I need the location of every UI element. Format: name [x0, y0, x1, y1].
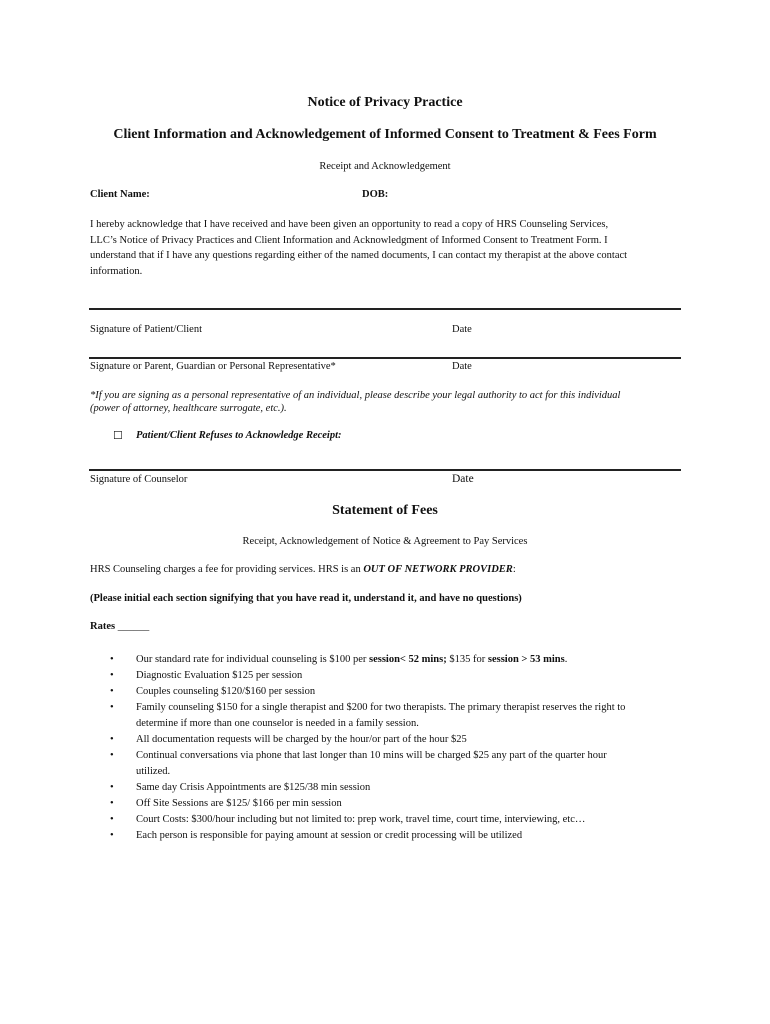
list-item [110, 684, 680, 700]
fee-text-bold: session< 52 mins; [368, 654, 447, 665]
fee-list [110, 652, 680, 844]
bullet-icon: • [110, 750, 114, 761]
list-item [110, 732, 680, 748]
list-item [110, 780, 680, 796]
fee-text: Off Site Sessions are $125/ $166 per min session [136, 798, 342, 809]
fee-text: Diagnostic Evaluation $125 per session [136, 670, 303, 681]
refuses-label: Patient/Client Refuses to Acknowledge Receipt: [136, 430, 342, 441]
dob-label: DOB: [362, 189, 389, 200]
receipt-heading: Receipt and Acknowledgement [319, 161, 451, 172]
fee-text: $135 for [446, 654, 488, 665]
bullet-icon: • [110, 814, 114, 825]
bullet-icon: • [110, 702, 114, 713]
fee-text-bold: session > 53 mins [487, 654, 565, 665]
representative-note [90, 389, 680, 415]
fee-text: . [564, 654, 568, 665]
list-item [110, 812, 680, 828]
fee-text: Court Costs: $300/hour including but not limited to: prep work, travel time, court time, interviewing, etc… [136, 814, 586, 825]
ack-line: LLC’s Notice of Privacy Practices and Client Information and Acknowledgment of Informed Consent to Treatment Form. I [90, 234, 608, 246]
bullet-icon: • [110, 734, 114, 745]
patient-signature-label: Signature of Patient/Client [90, 324, 202, 335]
list-item [110, 828, 680, 844]
counselor-date-label: Date [452, 473, 474, 485]
fees-intro [90, 564, 516, 575]
ack-line: information. [90, 265, 143, 277]
bullet-icon: • [110, 782, 114, 793]
bullet-icon: • [110, 654, 114, 665]
patient-signature-line[interactable] [89, 308, 681, 310]
fee-text: Same day Crisis Appointments are $125/38 min session [136, 782, 371, 793]
list-item [110, 796, 680, 812]
out-of-network-text: OUT OF NETWORK PROVIDER [363, 564, 513, 575]
list-item [110, 700, 680, 732]
rates-initial-blank[interactable]: ______ [117, 621, 150, 632]
fee-text: utilized. [136, 766, 171, 777]
fees-receipt-heading: Receipt, Acknowledgement of Notice & Agreement to Pay Services [242, 536, 528, 547]
form-subtitle: Client Information and Acknowledgement of Informed Consent to Treatment & Fees Form [113, 127, 657, 142]
bullet-icon: • [110, 830, 114, 841]
note-line: (power of attorney, healthcare surrogate, etc.). [90, 403, 287, 414]
fees-intro-text: HRS Counseling charges a fee for providing services. HRS is an [90, 564, 364, 575]
fee-text: Couples counseling $120/$160 per session [136, 686, 316, 697]
fee-text: All documentation requests will be charged by the hour/or part of the hour $25 [136, 734, 467, 745]
note-line: *If you are signing as a personal representative of an individual, please describe your legal authority to act for this individual [90, 390, 621, 401]
fee-text: Our standard rate for individual counseling is $100 per [136, 654, 369, 665]
fee-text: Continual conversations via phone that last longer than 10 mins will be charged $25 any part of the quarter hour [136, 750, 607, 761]
client-name-label: Client Name: [90, 189, 150, 200]
rates-label: Rates [90, 621, 116, 632]
guardian-signature-label: Signature or Parent, Guardian or Personal Representative* [90, 361, 336, 372]
ack-line: I hereby acknowledge that I have received and have been given an opportunity to read a copy of HRS Counseling Services, [90, 219, 609, 230]
list-item [110, 748, 680, 780]
fee-text: determine if more than one counselor is needed in a family session. [136, 718, 419, 729]
fees-title: Statement of Fees [332, 503, 438, 518]
acknowledgement-paragraph [90, 217, 680, 279]
bullet-icon: • [110, 798, 114, 809]
fees-intro-colon: : [512, 564, 516, 575]
fee-text: Family counseling $150 for a single therapist and $200 for two therapists. The primary therapist reserves the right to [136, 702, 626, 713]
page-title: Notice of Privacy Practice [307, 95, 463, 110]
patient-date-label: Date [452, 324, 472, 335]
rates-row [90, 621, 149, 632]
guardian-date-label: Date [452, 361, 472, 372]
bullet-icon: • [110, 670, 114, 681]
ack-line: understand that if I have any questions regarding either of the named documents, I can contact my therapist at the above contact [90, 250, 628, 261]
refuses-checkbox[interactable]: ☐ [113, 430, 123, 442]
fee-text: Each person is responsible for paying amount at session or credit processing will be utilized [136, 830, 523, 841]
initial-instruction: (Please initial each section signifying that you have read it, understand it, and have no questions) [90, 593, 522, 604]
guardian-signature-line[interactable] [89, 357, 681, 359]
list-item [110, 652, 680, 668]
list-item [110, 668, 680, 684]
counselor-signature-label: Signature of Counselor [90, 474, 188, 485]
counselor-signature-line[interactable] [89, 469, 681, 471]
bullet-icon: • [110, 686, 114, 697]
